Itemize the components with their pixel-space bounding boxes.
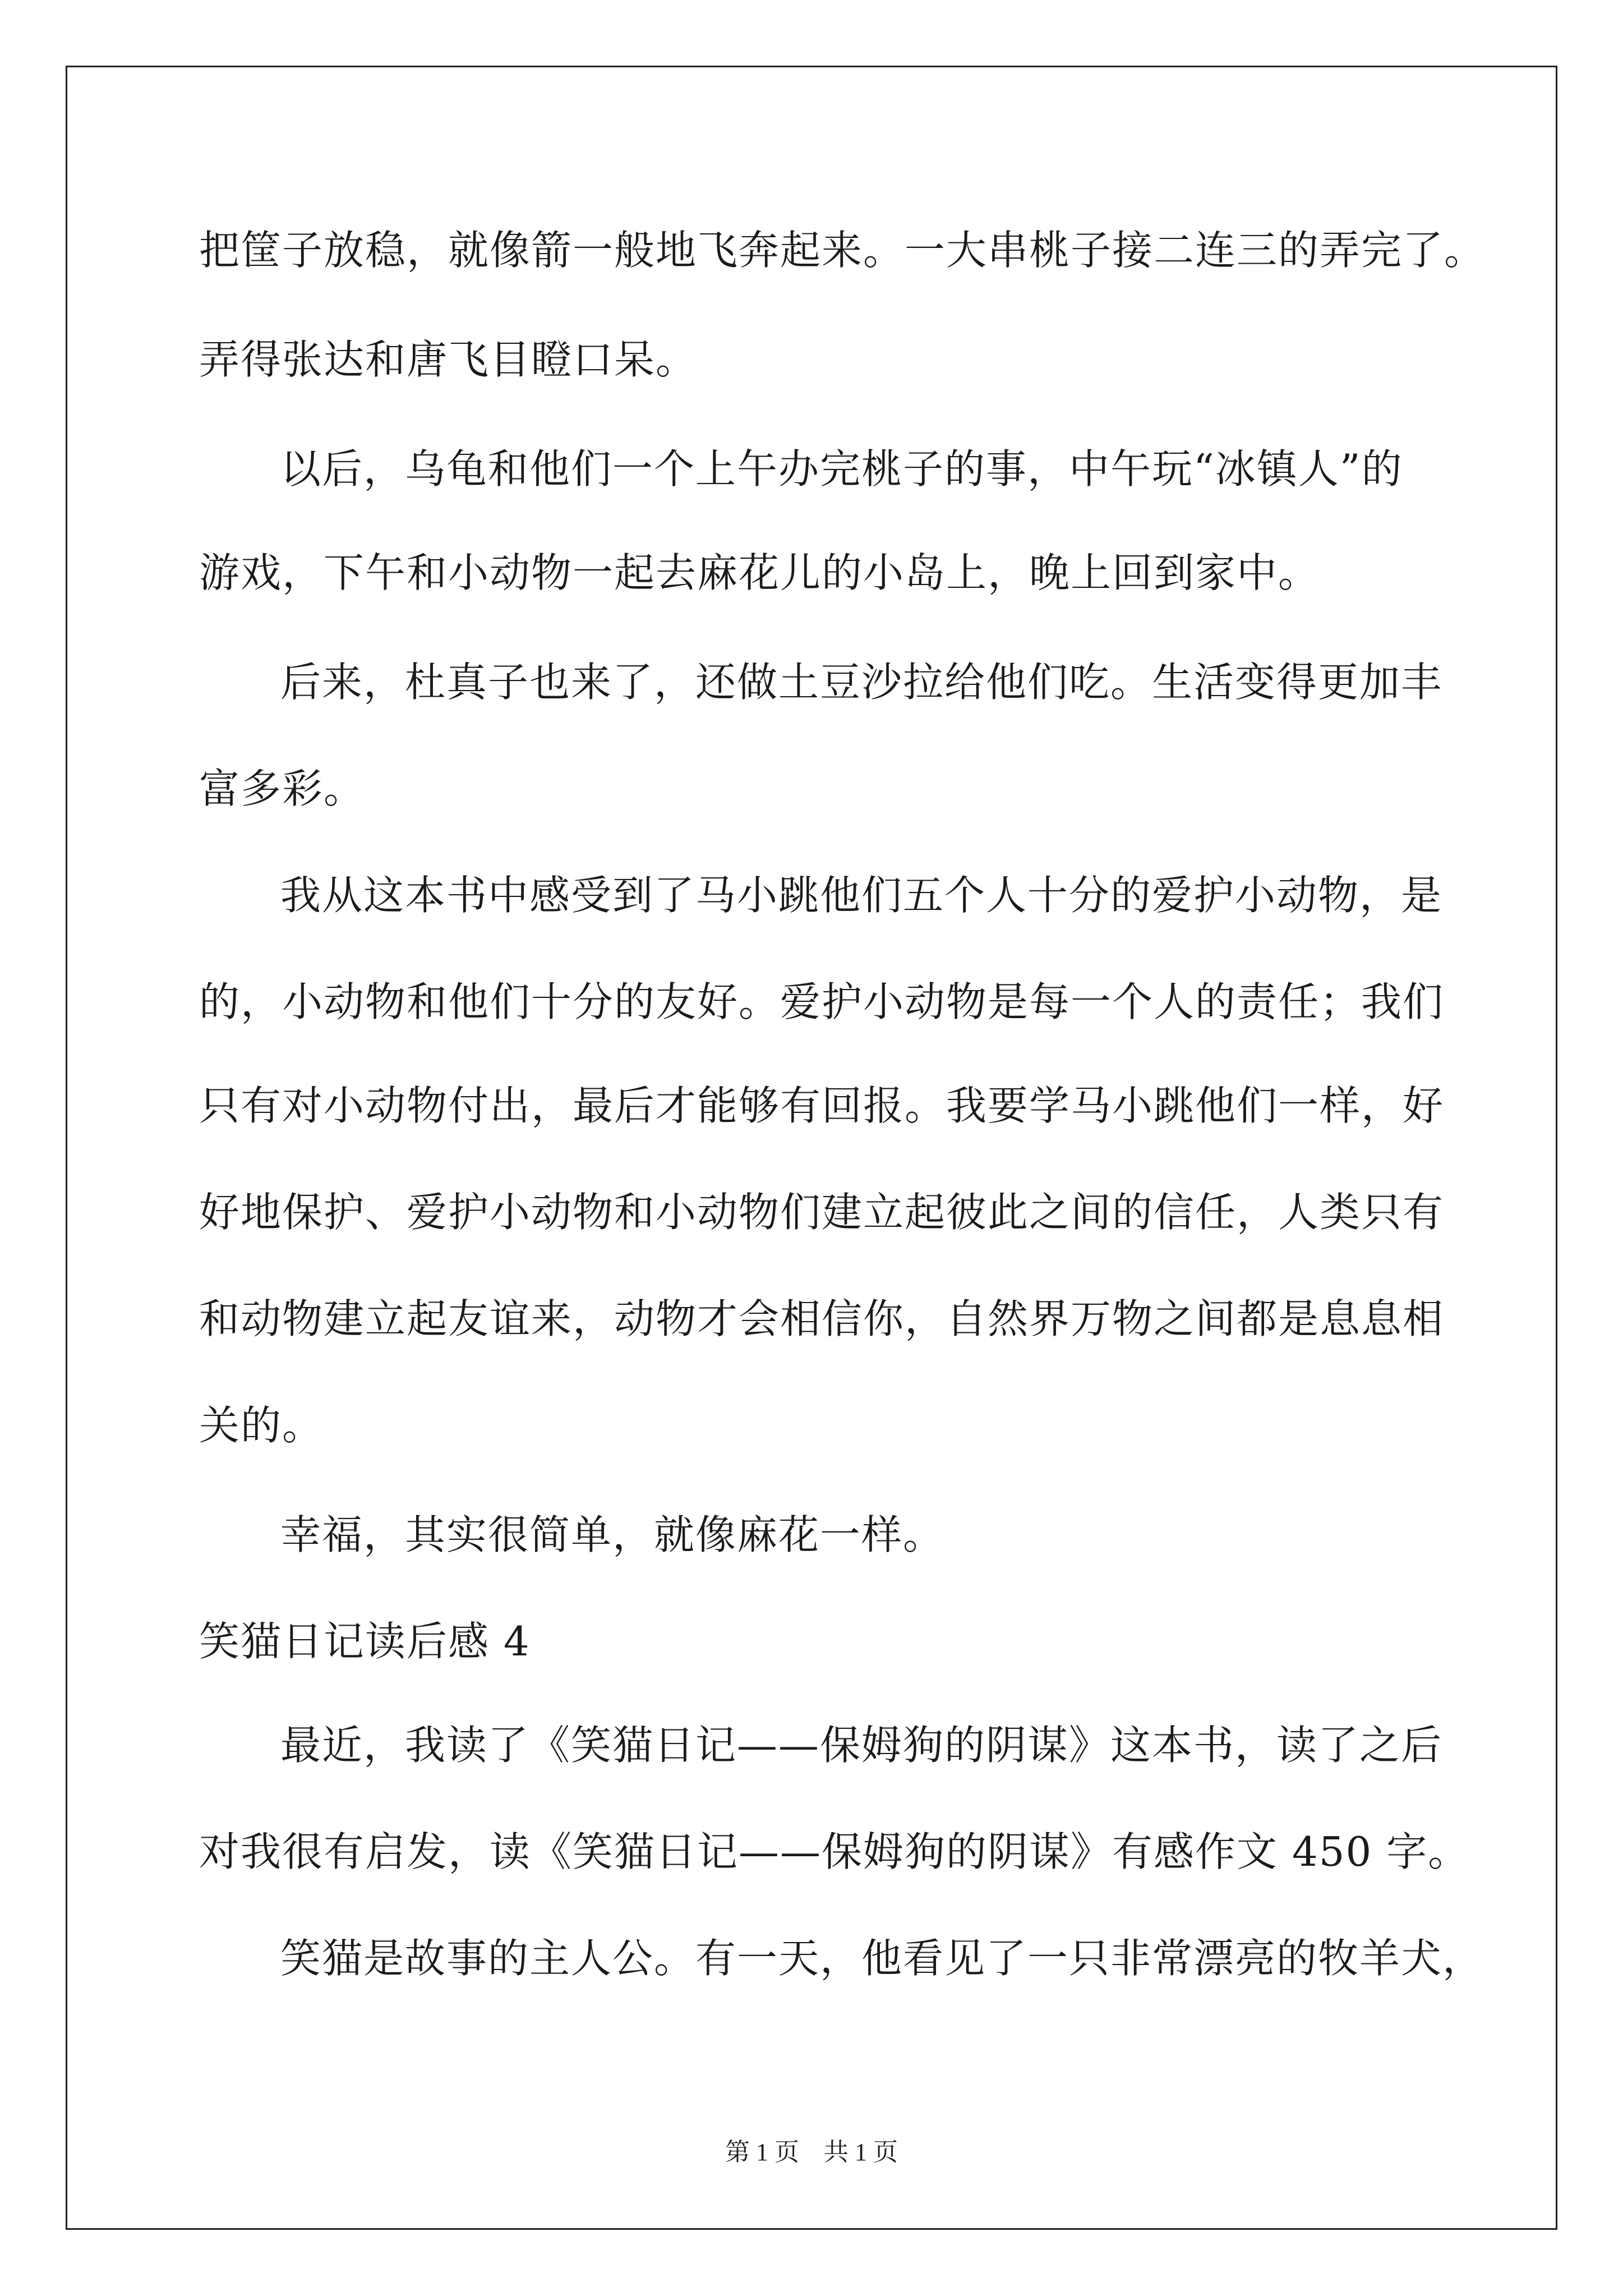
text-line: 和动物建立起友谊来，动物才会相信你，自然界万物之间都是息息相 bbox=[199, 1295, 1445, 1342]
text-line: 后来，杜真子也来了，还做土豆沙拉给他们吃。生活变得更加丰 bbox=[280, 659, 1443, 706]
text-line: 的，小动物和他们十分的友好。爱护小动物是每一个人的责任；我们 bbox=[199, 978, 1445, 1025]
text-line: 富多彩。 bbox=[199, 765, 366, 812]
text-line: 把筐子放稳，就像箭一般地飞奔起来。一大串桃子接二连三的弄完了。 bbox=[199, 227, 1486, 274]
text-line: 好地保护、爱护小动物和小动物们建立起彼此之间的信任，人类只有 bbox=[199, 1189, 1445, 1236]
text-line: 最近，我读了《笑猫日记——保姆狗的阴谋》这本书，读了之后 bbox=[280, 1722, 1443, 1769]
text-line: 对我很有启发，读《笑猫日记——保姆狗的阴谋》有感作文 450 字。 bbox=[199, 1828, 1470, 1875]
page-footer: 第 1 页 共 1 页 bbox=[725, 2138, 898, 2166]
text-line: 关的。 bbox=[199, 1402, 324, 1449]
text-line: 只有对小动物付出，最后才能够有回报。我要学马小跳他们一样，好 bbox=[199, 1082, 1445, 1129]
text-line: 弄得张达和唐飞目瞪口呆。 bbox=[199, 336, 698, 383]
text-line: 我从这本书中感受到了马小跳他们五个人十分的爱护小动物，是 bbox=[280, 872, 1443, 919]
text-line: 幸福，其实很简单，就像麻花一样。 bbox=[280, 1511, 945, 1558]
page-border bbox=[66, 66, 1557, 2230]
text-line: 以后，乌龟和他们一个上午办完桃子的事，中午玩“冰镇人”的 bbox=[280, 445, 1403, 493]
text-line: 游戏，下午和小动物一起去麻花儿的小岛上，晚上回到家中。 bbox=[199, 549, 1320, 596]
text-line: 笑猫是故事的主人公。有一天，他看见了一只非常漂亮的牧羊犬， bbox=[280, 1935, 1484, 1982]
section-heading: 笑猫日记读后感 4 bbox=[199, 1618, 531, 1665]
